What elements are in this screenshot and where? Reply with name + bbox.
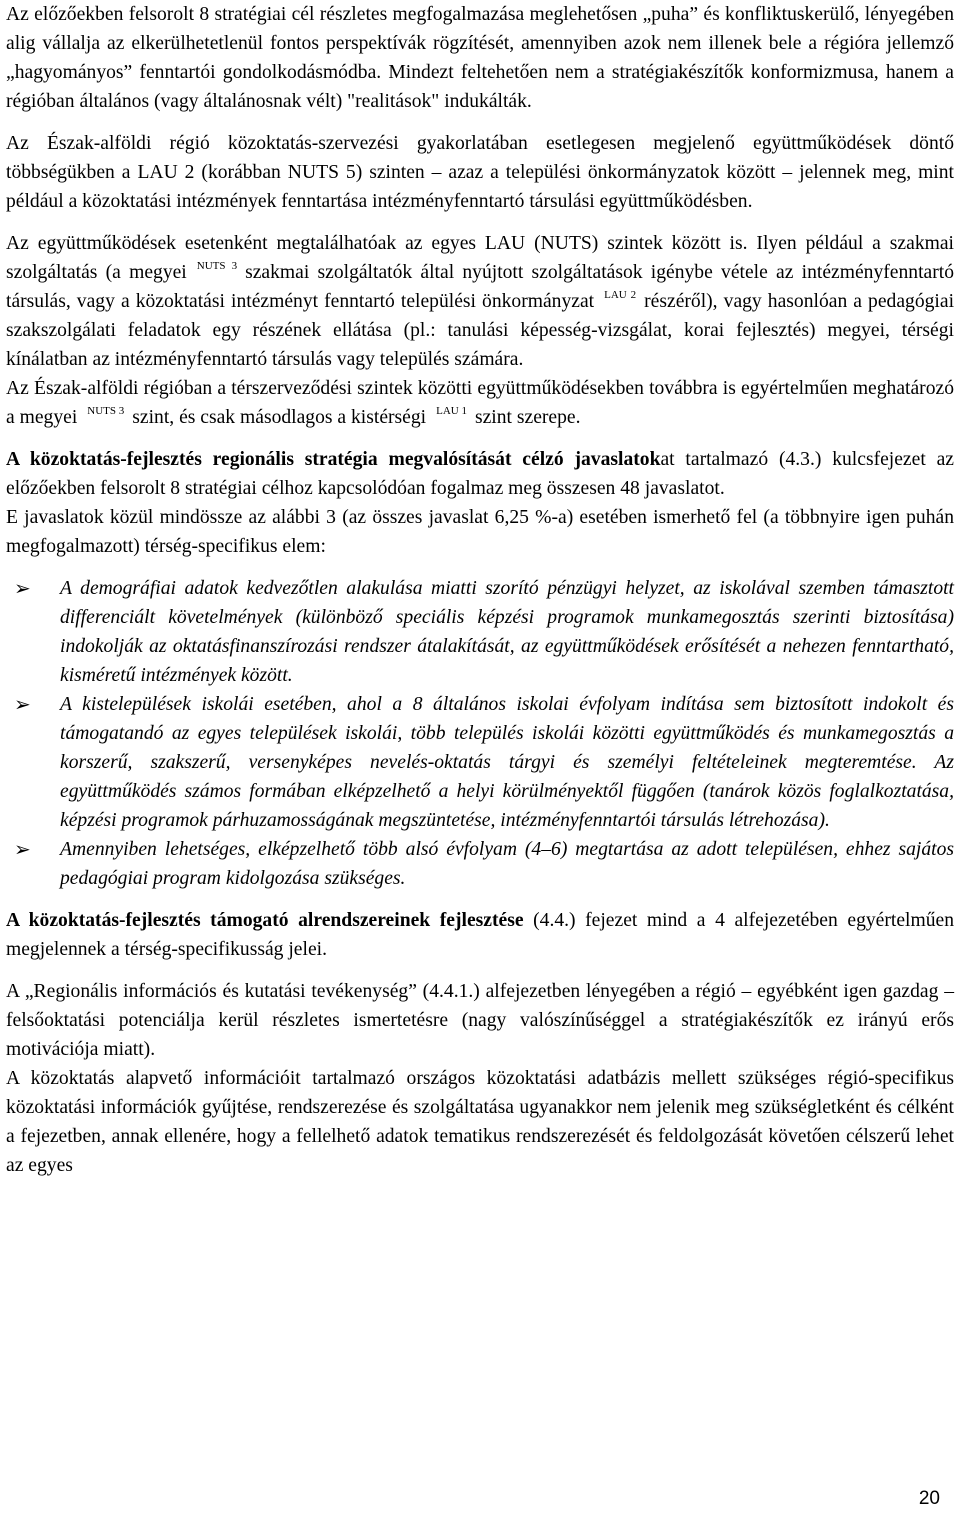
page-number: 20 — [918, 1488, 940, 1509]
paragraph-strategic-goals: Az előzőekben felsorolt 8 stratégiai cél részletes megfogalmazása meglehetősen „puha” és konfliktuskerülő, lényegében alig vállalja az elkerülhetetlenül fontos perspektívák rögzítését, amennyiben azok nem illenek bele a régióra jellemző „hagyományos” fenntartói gondolkodásmódba. Mindezt feltehetően nem a stratégiakészítők konformizmusa, hanem a régióban általános (vagy általánosnak vélt) "realitások" indukálták. — [6, 4, 954, 112]
list-item — [6, 835, 954, 893]
proposal-list — [6, 574, 954, 893]
paragraph-text: szint szerepe. — [474, 407, 581, 428]
superscript-nuts3: NUTS 3 — [196, 260, 238, 272]
paragraph-cooperation-lau2: Az Észak-alföldi régió közoktatás-szervezési gyakorlatában esetlegesen megjelenő együttműködések döntő többségükben a LAU 2 (korábban NUTS 5) szinten – azaz a települési önkormányzatok között – jelennek meg, mint például a közoktatási intézmények fenntartása intézményfenntartó társulási együttműködésben. — [6, 133, 954, 212]
bold-heading-text: A közoktatás-fejlesztés támogató alrendszereinek fejlesztése — [6, 910, 524, 931]
arrow-bullet-icon: ➢ — [14, 576, 31, 600]
paragraph-text: szint, és csak másodlagos a kistérségi — [132, 407, 427, 428]
list-item — [6, 574, 954, 690]
paragraph-text: részéről), vagy hasonlóan a pedagógiai szakszolgálati feladatok egy részének ellátása (pl.: tanulási képesség-vizsgálat, korai fejlesztés) megyei, térségi kínálatban az intézményfenntartó társulás vagy település számára. — [6, 291, 955, 370]
superscript-lau1: LAU 1 — [436, 405, 467, 417]
arrow-bullet-icon: ➢ — [14, 837, 31, 861]
paragraph-text: Az együttműködések esetenként megtalálhatóak az egyes LAU (NUTS) szintek között is. Ilyen például a szakmai szolgáltatás (a megyei — [6, 233, 954, 283]
paragraph-support-subsystems — [6, 906, 954, 964]
paragraph-proposals — [6, 445, 954, 503]
paragraph-text: (4.4.) fejezet mind a 4 alfejezetében egyértelműen megjelennek a térség-specifikusság jelei. — [6, 910, 954, 960]
bold-heading-text: A közoktatás-fejlesztés regionális stratégia megvalósítását célzó javaslatok — [6, 449, 661, 470]
paragraph-text: Az Észak-alföldi régióban a térszerveződési szintek közötti együttműködésekben továbbra is egyértelműen meghatározó a megyei — [6, 378, 954, 428]
arrow-bullet-icon: ➢ — [14, 692, 31, 716]
paragraph-regional-info: A „Regionális információs és kutatási tevékenység” (4.4.1.) alfejezetben lényegében a régió – egyébként igen gazdag – felsőoktatási potenciálja kerül részletes ismertetésre (nagy valószínűséggel a stratégiakészítők ez irányú erős motivációja miatt). — [6, 981, 954, 1060]
paragraph-cooperation-levels — [6, 229, 954, 374]
superscript-lau2: LAU 2 — [604, 289, 637, 301]
paragraph-region-levels — [6, 374, 954, 432]
paragraph-text: szakmai szolgáltatók által nyújtott szolgáltatások igénybe vétele az intézményfenntartó társulás, vagy a közoktatási intézményt fenntartó települési önkormányzat — [6, 262, 954, 312]
superscript-nuts3: NUTS 3 — [87, 405, 125, 417]
paragraph-proposals-subset: E javaslatok közül mindössze az alábbi 3 (az összes javaslat 6,25 %-a) esetében ismerhető fel (a többnyire igen puhán megfogalmazott) térség-specifikus elem: — [6, 507, 954, 557]
list-item-text: A demográfiai adatok kedvezőtlen alakulása miatti szorító pénzügyi helyzet, az iskolával szemben támasztott differenciált követelmények (különböző speciális képzési programok munkamegosztás szerinti biztosítása) indokolják az oktatásfinanszírozási rendszer átalakítását, az együttműködések erősítését a nehezen fenntartható, kisméretű intézmények között. — [60, 578, 954, 686]
list-item — [6, 690, 954, 835]
paragraph-database: A közoktatás alapvető információit tartalmazó országos közoktatási adatbázis mellett szükséges régió-specifikus közoktatási információk gyűjtése, rendszerezése és szolgáltatása ugyanakkor nem jelenik meg szükségletként és célként a fejezetben, annak ellenére, hogy a fellelhető adatok tematikus rendszerezését és feldolgozását követően célszerű lehet az egyes — [6, 1068, 954, 1176]
paragraph-text: at tartalmazó (4.3.) kulcsfejezet az előzőekben felsorolt 8 stratégiai célhoz kapcsolódóan fogalmaz meg összesen 48 javaslatot. — [6, 449, 954, 499]
list-item-text: Amennyiben lehetséges, elképzelhető több alsó évfolyam (4–6) megtartása az adott településen, ehhez sajátos pedagógiai program kidolgozása szükséges. — [60, 839, 954, 889]
list-item-text: A kistelepülések iskolái esetében, ahol a 8 általános iskolai évfolyam indítása sem biztosított indokolt és támogatandó az egyes települések iskolái, több település iskolái közötti együttműködés és munkamegosztás a korszerű, szakszerű, versenyképes nevelés-oktatás tárgyi és személyi feltételeinek megteremtése. Az együttműködés számos formában elképzelhető a helyi körülményektől függően (tanárok közös foglalkoztatása, képzési programok párhuzamosságának megszüntetése, intézményfenntartói társulás létrehozása). — [60, 694, 954, 831]
